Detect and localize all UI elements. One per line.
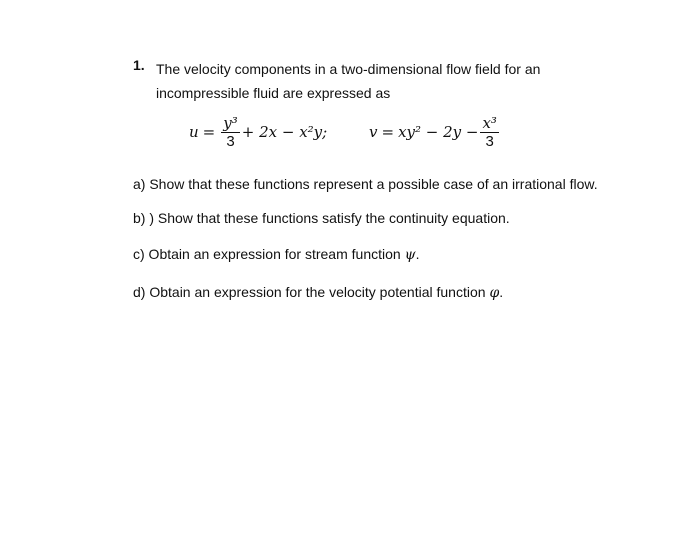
u-fraction-numerator: y³: [223, 113, 238, 132]
equation-v: [369, 106, 501, 158]
u-lhs: u: [189, 123, 199, 141]
part-c: [133, 246, 419, 263]
u-fraction-denominator: 3: [226, 132, 235, 150]
part-c-text: c) Obtain an expression for stream function: [133, 246, 401, 262]
intro-line-1: The velocity components in a two-dimensional flow field for an: [156, 61, 541, 77]
part-b: b) ) Show that these functions satisfy the continuity equation.: [133, 210, 510, 226]
question-number: 1.: [133, 57, 145, 73]
v-fraction: [480, 114, 498, 151]
part-d-period: .: [499, 284, 504, 300]
part-d: [133, 284, 503, 301]
stream-function-symbol: ψ: [404, 247, 416, 263]
v-equals: =: [381, 123, 395, 141]
part-a: a) Show that these functions represent a possible case of an irrational flow.: [133, 176, 598, 192]
v-lhs: v: [369, 123, 378, 141]
equation-u: [189, 106, 327, 158]
u-remaining-terms: + 2x − x²y;: [241, 123, 328, 141]
part-d-text: d) Obtain an expression for the velocity potential function: [133, 284, 486, 300]
v-fraction-numerator: x³: [482, 113, 497, 132]
u-fraction: [221, 114, 240, 151]
v-fraction-denominator: 3: [485, 132, 494, 150]
u-equals: =: [202, 123, 216, 141]
question-intro: [156, 57, 596, 105]
part-c-period: .: [415, 246, 420, 262]
intro-line-2: incompressible fluid are expressed as: [156, 85, 391, 101]
velocity-potential-symbol: φ: [489, 285, 500, 301]
v-terms: xy² − 2y −: [398, 123, 479, 141]
